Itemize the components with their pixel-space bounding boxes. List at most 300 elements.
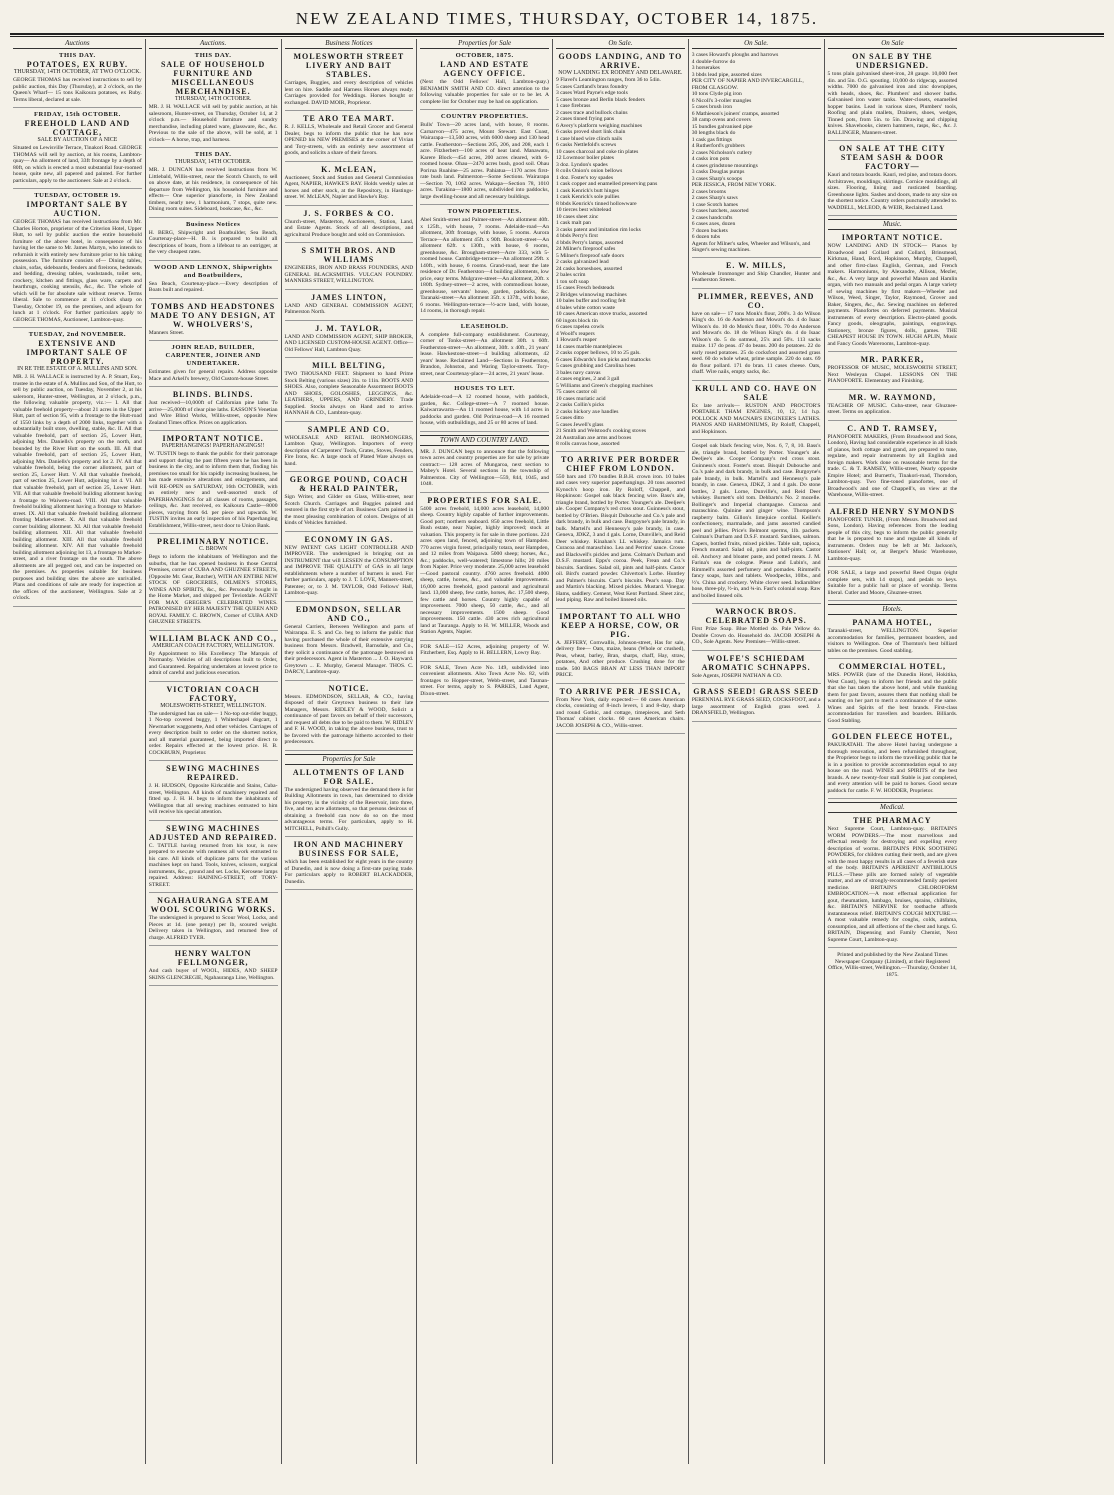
list-item: 2 casks hickory axe handles	[556, 408, 619, 415]
list-item: 1 case firebrass	[556, 103, 591, 109]
ad-dateline: LEASEHOLD.	[460, 322, 509, 330]
advertisement	[285, 246, 414, 290]
list-item: 1 cask Kenrick's sole pullies	[556, 194, 620, 200]
advertisement	[828, 732, 958, 799]
ad-body: NEW PATENT GAS LIGHT CONTROLLER AND IMPROVER. The undersigned is bringing out an INSTRUMENT that will LESSEN the CONSUMPTION and IMPROVE THE QUALITY of GAS in all large establishments where a number of burners is used. For further particulars, apply to J. T. LOVE, Manners-street, Patentee; or, to J. M. TAYLOR, Odd Fellows' Hall, Lambton-quay.	[284, 544, 414, 596]
list-item: 4 casks iron pots	[691, 156, 730, 162]
list-item: 4 double-furrow do	[691, 58, 736, 65]
ad-headline: TO ARRIVE PER BORDER CHIEF FROM LONDON.	[560, 454, 680, 473]
ad-body: J. H. HUDSON, Opposite Kirkcaldie and Stains, Cuba-street, Wellington. All kinds of machinery repaired and fitted up. J. H. H. begs to inform the inhabitants of Wellington that all sewing machines entrusted to him will receive his special attention.	[148, 783, 278, 815]
list-item: 1 cask copper and enamelled preserving pans	[556, 181, 658, 187]
ad-headline: MOLESWORTH STREET LIVERY AND BAIT STABLES.	[293, 52, 405, 79]
advertisement	[285, 605, 414, 681]
advertisement	[692, 443, 821, 604]
advertisement	[420, 52, 549, 110]
ad-headline: NOTICE.	[328, 683, 370, 693]
ad-body: First Prize Soap. Blue Mottled do. Pale Yellow do. Double Crown do. Household do. JACOB JOSEPH & CO., Sole Agents. New Premises—Willis-street.	[691, 626, 821, 645]
ad-body: Carriages, Buggies, and every description of vehicles lent on hire. Saddle and Harness Horses always ready. Carriages provided for Weddings. Horses bought or exchanged. DAVID MOIR, Proprietor.	[284, 80, 414, 106]
columns-container	[10, 39, 1104, 1464]
ad-headline: SEWING MACHINES REPAIRED.	[166, 764, 261, 782]
list-item: 3 bbds lead pipe, assorted sizes	[691, 71, 762, 78]
advertisement	[285, 165, 414, 206]
list-item: 3 cases Ward Payne's edge tools	[556, 90, 628, 96]
list-item: 2 casks Collin's picks	[556, 402, 605, 408]
ad-dateline: OCTOBER, 1875.	[455, 52, 514, 59]
list-item: 8 bbds Kenrick's tinned hollowware	[556, 200, 637, 207]
ad-body: NOW LANDING AND IN STOCK— Pianos by Broadwood and Collard and Collard, Brinsmead, Kirkman, Hand, Bord, Hopkinson, Murphy, Chappell, and other first-class English, German, and French makers. Harmoniums, by Alexandre, Allison, Mezler, &c., &c. A very large and powerful Mason and Hamlin organ, with two manuals and pedal organ. A large variety of sewing machines by first makers—Wheeler and Wilson, Weed, Singer, Taylor, Raymond, Grover and Baker, Singers, &c., &c. Sewing machines on deferred payments. Pianofortes on deferred payments. Musical instruments of every description. Electro-plated goods. Fancy goods, oleographs, paintings, engravings. Stationery, bronze figures, dolls, games. THE CHEAPEST HOUSE IN TOWN. HUGH APLIN, Music and Fancy Goods Warerooms, Lambton-quay.	[827, 243, 958, 347]
ad-headline: JAMES LINTON,	[311, 292, 387, 302]
advertisement	[285, 361, 414, 422]
advertisement	[556, 687, 685, 735]
list-item: 5 cases ditto	[556, 415, 584, 421]
ad-body: Sole Agents, JOSEPH NATHAN & CO.	[691, 672, 783, 679]
list-item: 10 cases muriatic acid	[556, 395, 606, 402]
advertisement	[285, 114, 414, 162]
list-item: 6 casks proved short link chain	[556, 129, 626, 135]
ad-subheading: THURSDAY, 14TH OCTOBER.	[174, 159, 252, 165]
advertisement	[692, 292, 821, 381]
ad-dateline: HOUSES TO LET.	[454, 385, 515, 392]
ad-subheading: AMERICAN COACH FACTORY, WELLINGTON.	[152, 642, 275, 649]
ad-body: (Next the Odd Fellows' Hall, Lambton-quay.) BENJAMIN SMITH AND CO. direct attention to the following valuable properties for sale or to be let. A complete list for October may be had on application.	[420, 79, 549, 105]
ad-body: The undersigned is prepared to Scour Wool, Locks, and Pieces at 1d. (one penny) per lb, scoured weight. Delivery taken in Wellington, and returned free of charge. ALFRED TYER.	[148, 915, 278, 941]
column-1	[10, 39, 146, 1464]
ad-body: Manners Street.	[148, 329, 185, 336]
ad-body: Kauri and totara boards. Kauri, red pine, and totara doors. Architraves, mouldings, skirtings. Cornice mouldings, all sizes. Flooring, lining and rusticated boarding. Greenhouse lights. Sashes and doors, made to any size on the shortest notice. Country orders punctually attended to. WADDELL, McLEOD, & WEIR, Reclaimed Land.	[827, 172, 958, 211]
list-item: 75 cases castor oil	[556, 389, 597, 395]
advertisement	[828, 816, 958, 948]
advertisement	[556, 455, 685, 609]
ad-headline: ECONOMY IN GAS.	[304, 534, 394, 544]
advertisement	[13, 331, 142, 607]
list-item: 5 Williams and Green's chopping machines	[556, 382, 653, 389]
ad-headline: IMPORTANT TO ALL WHO KEEP A HORSE, COW, OR PIG.	[559, 611, 682, 639]
list-item: 4 Woolf's reapers	[556, 330, 595, 337]
ad-headline: WARNOCK BROS. CELEBRATED SOAPS.	[705, 607, 807, 625]
advertisement	[13, 52, 142, 108]
ad-body: Adelaide-road—A 12 roomed house, with paddock, garden, &c. College-street—A 7 roomed house. Kaiwarrawarra—An 11 roomed house, with 14 acres in paddocks and garden. Old Porirua-road—A 16 roomed house, with outbuildings, and 25 or 80 acres of land.	[420, 394, 549, 426]
ad-headline: NGAHAURANGA STEAM WOOL SCOURING WORKS.	[150, 896, 276, 914]
advertisement	[149, 949, 278, 986]
list-item: 2 Bridges winnowing machines	[556, 291, 627, 298]
list-item: 5 cases brush iron	[691, 104, 732, 110]
ad-body: LAND AND GENERAL COMMISSION AGENT, Palmerston North.	[284, 302, 414, 315]
advertisement	[149, 52, 278, 148]
list-item: 10 cases American stove trucks, assorted	[556, 311, 648, 317]
list-item: 2 casks galvanized lead	[556, 259, 609, 265]
ad-body: H. BERG, Shipwright and Boatbuilder, Sea Beach, Courtenay-place—H. B. is prepared to build all descriptions of boats, from a lifeboat to an outrigger, at the very cheapest rates.	[148, 229, 278, 255]
ad-dateline: Business Notices	[185, 220, 241, 228]
list-item: 4 bales white cotton waste	[556, 304, 616, 311]
list-item: 5 cases Jewell's glass	[556, 421, 604, 428]
ad-body: A complete full-company establishment. Courtenay, corner of Tonks-street—An allotment 30ft. x 60ft. Featherston-street—An allotment, 30ft. x 40ft., 21 years' lease. Hawkestone-street—4 building allotments, 42 years' lease. Reclaimed Land—Sections in Featherston, Brandon, Johnston, and Waring Taylor-streets. Tory-street, near Courtenay-place—24 acres, 21 years' lease.	[420, 331, 549, 377]
ad-body: PIANOFORTE TUNER, (From Messrs. Broadwood and Sons, London). Having references from the leading people of this city, begs to inform the public generally that he is prepared to tune and regulate all kinds of instruments. Orders may be left at Mr. Jackson's, Stationers' Hall; or, at Berger's Music Warehouse, Lambton-quay.	[827, 516, 958, 562]
column-4	[417, 39, 553, 1464]
ad-body: R. J. KELLS, Wholesale and Retail Grocer and General Dealer, begs to inform the public that he has now OPENED his NEW PREMISES at the corner of Vivian and Tory-streets, with an entirely new assortment of goods, and solicits a share of their favors.	[284, 124, 414, 156]
ad-body: Auctioneer, Stock and Station and General Commission Agent, NAPIER, HAWKE'S BAY. Holds weekly sales at horses and other stock, at the Repository, in Hastings-street. W. McLEAN, Napier and Hawke's Bay.	[284, 174, 414, 200]
advertisement	[149, 764, 278, 821]
ad-dateline: WOOD AND LENNOX, Shipwrights and Boatbuilders,	[153, 263, 273, 279]
ad-headline: IRON AND MACHINERY BUSINESS FOR SALE,	[293, 840, 405, 858]
ad-headline: VICTORIAN COACH FACTORY,	[166, 684, 260, 703]
advertisement	[285, 209, 414, 244]
ad-headline: WILLIAM BLACK AND CO.,	[149, 633, 277, 643]
list-item: 9 cases hatchets, assorted	[691, 208, 749, 214]
ad-headline: THE PHARMACY	[853, 816, 932, 825]
advertisement	[828, 144, 958, 216]
column-3	[282, 39, 418, 1464]
ad-body: The undersigned having observed the demand there is for Building Allotments in town, has determined to divide his property, in the vicinity of the Reservoir, into three, five, and ten acre allotments, so that persons desirous of obtaining a freehold can now do so on the most advantageous terms. For particulars, apply to H. MITCHELL, Polhill's Gully.	[284, 786, 414, 832]
ad-headline: HENRY WALTON FELLMONGER,	[174, 949, 252, 967]
list-item: 1 ton soft soap	[556, 278, 589, 285]
list-item: 4 Rutherford's grubbers	[691, 143, 745, 149]
ad-headline: MR. PARKER,	[860, 355, 925, 364]
advertisement	[285, 324, 414, 359]
ad-body: Taranaki-street, WELLINGTON. Superior accommodation for families, permanent boarders, and visitors to Wellington. One of Thornton's best billiard tables on the premises. Good stabling.	[827, 628, 958, 654]
advertisement	[285, 535, 414, 602]
ad-body: GEORGE THOMAS has received instructions to sell by public auction, this Day (Thursday), at 2 o'clock, on the Queen's Wharf— 15 tons Kaikoura potatoes, ex Ruby. Terms liberal, declared at sale.	[13, 77, 142, 103]
ad-headline: S SMITH BROS. AND WILLIAMS	[301, 246, 397, 264]
list-item: 6 cases axes, dozen	[691, 221, 736, 227]
ad-body: PERENNIAL RYE GRASS SEED, COCKSFOOT, and a large assortment of English grass seed. J. DRANSFIELD, Wellington.	[691, 697, 821, 716]
list-item: 3 casks Douglas pumps	[691, 169, 745, 175]
ad-body: And cash buyer of WOOL, HIDES, AND SHEEP SKINS GLENCREGIE, Ngahauranga Line, Wellington.	[148, 968, 278, 981]
list-item: 8 coils Onion's onion bellows	[556, 168, 623, 174]
list-item: 60 ingots block tin	[556, 317, 598, 324]
list-item: 21 Smith and Welstood's cooking stoves	[556, 428, 647, 434]
list-item: 3 casks patent and imitation rim locks	[556, 226, 641, 233]
advertisement	[149, 221, 278, 261]
advertisement	[828, 52, 958, 141]
advertisement	[149, 151, 278, 218]
ad-body: Bulls' Town—20 acres land, with house, 8 rooms. Carnarvon—475 acres, Mount Stewart. East Coast, Wairarapa—13,500 acres, with 6000 sheep and 130 head cattle. Featherston—Sections 205, 206, and 208, each 1 acre. Fitzherbert—100 acres of heat land. Manawatu, Karere Block—454 acres, 200 acres cleared, with 6-roomed house. Ohau—2470 acres bush, good soil. Ohau Porirua Ruahine—25 acres. Pahiatua—1170 acres first-rate bush land. Palmerston—Some Sections. Wairarapa—Section 70, 1062 acres. Wakapa—Section 78, 1010 acres. Turakina—1800 acres, subdivided into paddocks, large dwelling-house and all necessary buildings.	[420, 122, 549, 200]
column-heading: On Sale.	[692, 39, 821, 49]
list-item: 6 cases Edwards's lion picks and mattocks	[556, 356, 651, 363]
ad-dateline: THIS DAY.	[194, 52, 232, 59]
ad-dateline: TOWN PROPERTIES.	[447, 208, 522, 215]
column-7	[825, 39, 961, 1464]
advertisement	[285, 684, 414, 751]
advertisement	[692, 52, 821, 258]
ad-headline: SALE OF HOUSEHOLD FURNITURE AND MISCELLANEOUS MERCHANDISE.	[160, 60, 266, 96]
ad-headline: MILL BELTING,	[312, 361, 386, 370]
ad-body: Abel Smith-street and Palmer-street—An allotment 40ft. x 125ft., with house, 7 rooms. Adelaide-road—An allotment, 30ft frontage, with house, 5 rooms. Aurora Terrace—An allotment 45ft. x 90ft. Boulcott-street—An allotment 62ft. x 130ft., with house, 6 rooms, greenhouse, &c. Brougham-street—Acre 333, with 5-roomed house. Cambridge-terrace—An allotment 29ft. x 140ft., with house, 6 rooms. Grand-road, near the late residence of Dr. Featherston—4 building allotments, low price, easy terms. Mulgrave-street—An allotment, 20ft. x 180ft. Sydney-street—2 acres, with commodious house, greenhouse, servants' house, garden, paddocks, &c. Taranaki-street—An allotment 35ft. x 137ft., with house, 6 rooms. Wellington-terrace—½-acre land, with house, 14 rooms, in thorough repair.	[420, 217, 549, 314]
column-2	[146, 39, 282, 1464]
advertisement	[285, 425, 414, 473]
ad-body: The undersigned has on sale— 1 No-top out-rider buggy, 1 No-top covered buggy, 1 Whitechapel dogcart, 1 Newmarket waggonette, And other vehicles. Carriages of every description built to order on the shortest notice, and all material guaranteed, being imported direct to order. Repairs effected at the lowest price. H. B. COCKBURN, Proprietor.	[148, 710, 278, 756]
ad-headline: FREEHOLD LAND AND COTTAGE,	[24, 119, 131, 137]
list-item: 6 cases rapelea cowls	[556, 324, 604, 330]
advertisement	[828, 424, 958, 504]
ad-headline: K. McLEAN,	[321, 164, 377, 174]
ad-body: PAKURATAHI. The above Hotel having undergone a thorough renovation, and been refurnished throughout, the Proprietor begs to inform the travelling public that he is in a position to provide accommodation equal to any house on the road. WINES and SPIRITS of the best brands. A new twenty-four stall Stable is just completed, and every attention will be paid to horses. Good secure paddock for cattle. F. W. HODDER, Proprietor.	[827, 742, 958, 794]
list-item: 10 tierces best whitelead	[556, 207, 612, 213]
ad-headline: E. W. MILLS,	[726, 260, 787, 270]
list-item: 2 cases Nicholson's cutlery	[691, 149, 753, 156]
list-item: 6 Avery's platform weighing machines	[556, 122, 643, 129]
ad-body: LAND AND COMMISSION AGENT, SHIP BROKER, AND LICENSED CUSTOM-HOUSE AGENT. Office—Old Fellows' Hall, Lambton Quay.	[284, 333, 414, 353]
ad-subheading: THURSDAY, 14TH OCTOBER, AT TWO O'CLOCK.	[13, 69, 141, 75]
ad-headline: SAMPLE AND CO.	[307, 424, 390, 434]
ad-headline: TE ARO TEA MART.	[303, 114, 395, 123]
advertisement	[556, 612, 685, 684]
column-heading: On Sale	[828, 39, 958, 49]
ad-body: PROFESSOR OF MUSIC, MOLESWORTH STREET, Next Wesleyan Chapel. LESSONS ON THE PIANOFORTE. Elementary and Finishing.	[827, 365, 958, 384]
list-item: 1 cask Kenrick's butt hinges	[556, 187, 619, 194]
ad-headline: COMMERCIAL HOTEL,	[838, 662, 946, 671]
advertisement	[692, 261, 821, 289]
advertisement	[149, 302, 278, 342]
advertisement	[828, 507, 958, 568]
ad-dateline: THIS DAY.	[59, 52, 96, 59]
list-item: 3 cases Howard's ploughs and harrows	[691, 52, 779, 58]
list-item: PER CITY OF NAPIER AND INVERCARGILL, FROM GLASGOW.	[691, 78, 804, 91]
section-heading: Properties for Sale	[285, 754, 414, 765]
list-item: 14 cases marble mantelpieces	[556, 343, 623, 350]
list-item: Agents for Milner's safes, Wheeler and Wilson's, and Singer's sewing machines.	[691, 240, 811, 253]
ad-body: MR. J. H. WALLACE will sell by public auction, at his salesroom, Hunter-street, on Thursday, October 14, at 2 o'clock p.m.— Household furniture and sundry merchandise, including plated ware, glassware, &c., &c. Previous to the sale of the above, will be sold, at 1 o'clock— A horse, trap, and harness.	[148, 104, 278, 143]
ad-headline: IMPORTANT NOTICE.	[162, 434, 264, 443]
advertisement	[828, 393, 958, 421]
ad-body: TEACHER OF MUSIC. Cuba-street, near Ghuznee-street. Terms on application.	[827, 402, 958, 415]
advertisement	[828, 618, 958, 659]
list-item: 1 doz. Foster's toy spades	[556, 174, 614, 181]
ad-headline: GEORGE POUND, COACH & HERALD PAINTER,	[289, 475, 409, 493]
list-item: 5 cases Cartland's brass foundry	[556, 83, 628, 90]
ad-body: MR. J. DUNCAN begs to announce that the following town acres and country properties are for sale by private contract:— 128 acres of Mungaroa, next section to Mabey's Hotel. Several sections in the township of Palmerston. City of Wellington—559, 844, 1045, and 1048.	[420, 448, 549, 487]
list-item: 7 dozen buckets	[691, 227, 728, 234]
advertisement	[149, 344, 278, 387]
section-heading: Medical.	[828, 802, 958, 813]
ad-dateline: TUESDAY, 2nd NOVEMBER.	[28, 331, 127, 338]
advertisement	[285, 293, 414, 321]
ad-headline: PLIMMER, REEVES, AND CO.	[697, 291, 815, 310]
list-item: PER JESSICA, FROM NEW YORK.	[691, 182, 776, 188]
ad-body: GEORGE THOMAS has received instructions from Mr. Charles Horton, proprietor of the Criterion Hotel, Upper Hutt, to sell by public auction the entire household furniture of the above hotel, in consequence of his having let the same to Mr. James Martyn, who intends to refurnish it with entirely new furniture prior to his taking possession. The furniture consists of— Dining tables, chairs, sofas, sideboards, fenders and fireirons, bedsteads and bedding, dressing tables, washstands, toilet sets, crockery, kitchen and fittings, glass ware, carpets and hearthrugs, cooking utensils, &c., &c. The whole of which will be for absolute sale without reserve. Terms liberal. Sale to commence at 11 o'clock sharp on Tuesday, October 19, on the premises, and adjourn for lunch at 1 o'clock. For further particulars apply to GEORGE THOMAS, Auctioneer, Lambton-quay.	[13, 219, 142, 323]
ad-body: Ex late arrivals— RUSTON AND PROCTOR'S PORTABLE THAM ENGINES, 10, 12, 14 h.p. POLLOCK AND MACNAB'S ENGINEER'S LATHES. PIANOS AND HARMONIUMS, By Roloff, Chappell, and Hopkinson.	[691, 402, 821, 435]
ad-headline: GOODS LANDING, AND TO ARRIVE.	[558, 52, 683, 70]
ad-headline: PANAMA HOTEL,	[852, 618, 933, 627]
ad-body: Estimates given for general repairs. Address opposite Mace and Arkell's brewery, Old Custom-house Street.	[148, 369, 278, 382]
ad-body: Church-street, Masterton, Auctioneers, Station, Land, and Estate Agents. Stock of all descriptions, and agricultural Produce bought and sold on Commission.	[284, 218, 414, 238]
advertisement	[13, 111, 142, 189]
list-item: 8 rolls canvas hose, assorted	[556, 441, 620, 447]
advertisement	[420, 449, 549, 493]
list-item: 3 bales navy canvas	[556, 369, 601, 376]
list-item: 5 cases grubbing and Carolina hoes	[556, 363, 636, 369]
ad-headline: ALLOTMENTS OF LAND FOR SALE.	[292, 767, 405, 786]
advertisement	[420, 208, 549, 320]
ad-body: Messrs. EDMONDSON, SELLAR, & CO., having disposed of their Greytown business to their late Managers, Messrs. RIDLEY & WOOD, Solicit a continuance of past favors on behalf of their successors, and request all debts due to be paid to them. W. RIDLEY and F. H. WOOD, in taking the above business, trust to be favored with the patronage hitherto accorded to their predecessors.	[284, 693, 414, 745]
list-item: 1 case blued wire clinch nails	[556, 135, 623, 142]
ad-headline: C. AND T. RAMSEY,	[847, 423, 938, 433]
ad-body: WHOLESALE AND RETAIL IRONMONGERS, Lambton Quay, Wellington. Importers of every description of Carpenters' Tools, Grates, Stoves, Fenders, Fire Irons, &c. A large stock of Plated Ware always on hand.	[284, 434, 414, 467]
list-item: 6 casks Nettlefold's screws	[556, 142, 617, 148]
ad-body: ENGINEERS, IRON AND BRASS FOUNDERS, AND GENERAL BLACKSMITHS. VULCAN FOUNDRY. MANNERS STREET, WELLINGTON.	[284, 265, 414, 284]
list-item: 3 cases Sharp's scoops	[691, 175, 743, 182]
advertisement	[285, 768, 414, 838]
advertisement	[828, 662, 958, 729]
list-item: 1 cask malt pan	[556, 220, 591, 226]
ad-subheading: C. BROWN	[198, 546, 228, 552]
advertisement	[828, 355, 958, 390]
advertisement	[420, 665, 549, 703]
advertisement	[828, 233, 958, 352]
ad-item-list	[692, 52, 821, 254]
ad-body: FOR SALE, Town Acre No. 149, subdivided into convenient allotments. Also Town Acre No. 82, with frontages to Hopper-street, Webb-street, and Tasman-street. For terms, apply to S. PARKES, Land Agent, Dixon-street.	[420, 664, 549, 697]
ad-subheading: NOW LANDING EX RODNEY AND DELAWARE.	[558, 70, 683, 76]
ad-body: Begs to inform the inhabitants of Wellington and the suburbs, that he has opened business in those Central Premises, corner of CUBA AND GHUZNEE STREETS, (Opposite Mr. Gear, Butcher), WITH AN ENTIRE NEW STOCK OF GROCERIES, OILMEN'S STORES, WINES AND SPIRITS, &c., &c. Personally bought in the Home Market, and shipped per Teviotdale. AGENT FOR MAX GREGER'S CELEBRATED WINES. PATRONISED BY HER MAJESTY THE QUEEN AND ROYAL FAMILY. C. BROWN, Corner of CUBA AND GHUZNEE STREETS.	[148, 554, 278, 625]
ad-subheading: PAPERHANGINGS! PAPERHANGINGS!!	[161, 443, 265, 449]
ad-headline: ALFRED HENRY SYMONDS	[829, 506, 955, 516]
ad-headline: ON SALE AT THE CITY STEAM SASH & DOOR FACTORY—	[839, 144, 946, 171]
masthead-rule-thin	[10, 36, 1104, 37]
ad-headline: EDMONDSON, SELLAR AND CO.,	[295, 604, 402, 623]
ad-dateline: TUESDAY, OCTOBER 19.	[34, 192, 121, 199]
list-item: 3 horserakes	[691, 65, 720, 71]
list-item: 4 bbds Perry's lamps, assorted	[556, 239, 624, 246]
list-item: 10 tons Clyde pig iron	[691, 91, 742, 97]
list-item: 10 cases charcoal and coke tin plates	[556, 148, 639, 155]
ad-body: have on sale— 17 tons Monk's flour, 200's. 3 do Wilson King's do. 16 do Anderson and Mowat's do. 4 do Isaac Wilson's do. 10 do Monk's flour, 100's. 70 do Anderson and Mowat's do. 18 do Wilson King's do. 4 do Isaac Wilson's do. 5 do oatmeal, 25's and 50's. 113 sacks maize. 117 do peas. 47 do beans. 200 do potatoes. 22 do early rosed potatoes. 25 do cocksfoot and assorted grass seed. 60 do whole wheat, prime sample. 220 do oats. 69 do flour pollard. 171 do bran. 11 cases cheese. Oats, chaff. Wire nails, empty sacks, &c.	[691, 310, 821, 375]
ad-headline: KRULL AND CO. HAVE ON SALE	[695, 383, 818, 402]
advertisement	[692, 687, 821, 722]
ad-headline: SEWING MACHINES ADJUSTED AND REPAIRED.	[148, 823, 278, 842]
list-item: 24 Milner's fireproof safes	[556, 246, 616, 252]
list-item: 6 Nicoll's 3-roller mangles	[691, 97, 752, 104]
ad-headline: BLINDS. BLINDS.	[172, 390, 254, 399]
ad-headline: TO ARRIVE PER JESSICA,	[559, 686, 682, 696]
ad-body: MRS. POWER (late of the Dunedin Hotel, Hokitika, West Coast), begs to inform her friends and the public that she has taken the above hotel, and while thanking them for past favors, assures them that nothing shall be wanting on her part to merit a continuance of the same. Wines and Spirits of the best brands. First-class accommodation for travellers and boarders. Billiards. Good Stabling.	[827, 672, 958, 724]
advertisement	[420, 323, 549, 383]
list-item: 1 case Scotch hames	[691, 201, 738, 208]
ad-body: C. TATTLE having returned from his tour, is now prepared to execute with neatness all work entrusted to his care. All kinds of duplicate parts for the various machines kept on hand. Tools, knives, scissors, surgical instruments, &c., ground and set. Locks, Kerosene lamps repaired. Address: HAINING-STREET, off TORY-STREET.	[148, 842, 278, 888]
ad-item-list	[556, 77, 685, 448]
ad-body: TWO THOUSAND FEET. Shipment to hand Prime Stock Belting (various sizes) 2in. to 11in. BOOTS AND SHOES. Also, complete Seasonable Assortment BOOTS AND SHOES, GOLOSHES, LEGGINGS, &c. LEATHERS, UPPERS, AND GRINDERY. Trade Supplied. Stocks always on Hand and to arrive. HANNAH & CO., Lambton-quay.	[284, 371, 414, 416]
ad-headline: POTATOES, EX RUBY.	[26, 60, 129, 69]
advertisement	[149, 896, 278, 946]
ad-body: Situated on Lewisville Terrace, Tinakori Road. GEORGE THOMAS will sell by auction, at his rooms, Lambton-quay— An allotment of land, 33ft frontage by a depth of 80ft, on which is erected a most substantial four-roomed house, quite new, all papered and painted. For further particulars, apply to the auctioneer. Sale at 2 o'clock.	[13, 145, 142, 184]
advertisement	[149, 390, 278, 431]
ad-headline: IMPORTANT NOTICE.	[841, 233, 944, 242]
list-item: 2 bales scrim	[556, 272, 586, 278]
column-heading: Properties for Sale	[420, 39, 549, 49]
ad-subheading: MOLESWORTH-STREET, WELLINGTON.	[160, 702, 266, 709]
ad-body: Gospel oak black fencing wire, Nos. 6, 7, 8, 10. Bass's ale, triangle brand, bottled by Porter. Younger's ale. Deeljee's ale. Cooper Company's red cross stout. Guinness's stout. Foster's stout. Bisquit Dubouche and Co.'s pale and dark brandy, in bulk and case. Burgoyne's pale brandy, in bulk. Martell's and Hennessy's pale brandy, in case. Geneva, JDKZ, 3 and 4 gals. Do stone bottles, 2 gals. Lorne, Dunville's, and Reid Deer whiskey. Burnett's old tom. Dehbarts's No. 2 mozelle. Bollinger's and Imperial champagne. Curacoa and maraschino. Quinine and ginger wine. Thompson's raspberry balm. Gillon's limejuice cordial. Keiller's confectionery, marmalade, and jams assorted candied peel and jellies. Price's Belmont sperms, 1lb. packets. Colman's Durham and D.S.F. mustard. Sardines, salmon. Capers, bottled fruits, mixed pickles. Table salt, tapioca, French mustard. Salad oil, pints and half-pints. Castor oil. Anchovy and bloater paste, and potted meats. J. M. Farina's eau de cologne. Piesse and Lubin's, and Rimmell's assorted perfumery and pomades. Rimmell's fancy soaps, bars and tablets. Woodpecks, 10lbs., and ½'s. China and crockery. White clover seed. Indiarubber hose, three-ply, ½-in, and ¾-in. Fast's colonial soap. Raw and boiled linseed oils.	[691, 443, 821, 599]
imprint: Printed and published by the New Zealand Times Newspaper Company (Limited), at their Registered Office, Willis-street, Wellington.—Thursday, October 14, 1875.	[828, 952, 957, 978]
ad-subheading: SALE BY AUCTION OF A NICE	[37, 137, 118, 143]
ad-body: FOR SALE, a large and powerful Reed Organ (eight complete sets, with 14 stops), and pedals to keys. Suitable for a public hall or place of worship. Terms liberal. Cutler and Moore, Ghuznee-street.	[827, 570, 958, 596]
list-item: 24 Australian axe arms and boxes	[556, 434, 632, 441]
ad-dateline: FRIDAY, 15th OCTOBER.	[33, 111, 121, 118]
ad-body: W. TUSTIN begs to thank the public for their patronage and support during the past fifteen years he has been in business in the city, and to inform them that, finding his premises too small for his rapidly increasing business, he has made extensive alterations and enlargements, and will RE-OPEN on SATURDAY, 16th OCTOBER, with an entirely new and well-assorted stock of PAPERHANGINGS for all classes of rooms, passages, ceilings, &c. Just received, ex Kaikoura Castle—8000 pieces, varying from 6d. per piece and upwards. W. TUSTIN invites an early inspection of his Paperhanging Establishment, Willis-street, next door to Union Bank.	[148, 451, 278, 529]
list-item: 2 cases tinned frying pans	[556, 116, 615, 122]
list-item: 5 Milner's fireproof safe doors	[556, 252, 625, 259]
list-item: 6 Mathieson's joiners' cramps, assorted	[691, 110, 780, 117]
ad-body: General Carriers, Between Wellington and parts of Wairarapa. E. S. and Co. beg to inform the public that having purchased the whole of their extensive carrying business from Messrs. Bradwell, Barnsdale, and Co., they solicit a continuance of the patronage bestowed on their predecessors. Agent in Masterton ... J. O. Hayward. Greytown ... E. Murphy, General Manager. THOS. C. DARCY, Lambton-quay.	[284, 623, 414, 675]
list-item: 6 dozen tubs	[691, 234, 721, 240]
list-item: 9 Flavel's Leamington ranges, from 36 to 54in.	[556, 77, 661, 83]
ad-headline: ON SALE BY THE UNDERSIGNED.	[852, 52, 933, 70]
ad-headline: WOLFE'S SCHIEDAM AROMATIC SCHNAPPS.	[701, 653, 811, 672]
column-heading: Auctions	[13, 39, 142, 49]
ad-body: FOR SALE—152 Acres, adjoining property of W. Fitzherbert, Esq. Apply to H. BELLERN, Lowry Bay.	[420, 643, 549, 656]
ad-headline: EXTENSIVE AND IMPORTANT SALE OF PROPERTY.	[26, 339, 129, 366]
ad-body: Sign Writer, and Gilder on Glass, Willis-street, near Scotch Church. Carriages and Buggies painted and restored in the first style of art. Business Carts painted in the most pleasing combination of colors. Designs of all kinds of Vehicles furnished.	[284, 494, 414, 526]
list-item: 4 bbds Perry's first	[556, 233, 598, 239]
section-heading: Music.	[828, 219, 958, 230]
ad-body: 5400 acres freehold, 14,000 acres leasehold, 14,000 sheep. Country highly capable of further improvements. Good port; northern seaboard. 850 acres freehold, Little Bush estate, near Napier, highly improved; stock at valuation. This property is for sale in three portions. 224 acres open land, fenced, adjoining town of Hampden. 770 acres virgin forest, principally totara, near Hampden, and 12 miles from Waipawa. 5000 sheep; horses, &c., &c.; paddocks, well-watered; limestone hills; 20 miles from Napier. Price very moderate. 25,000 acres leasehold—Good pastoral country. 4760 acres freehold. 4000 sheep, cattle, horses, &c., and valuable improvements. 16,000 acres freehold, good pastoral and agricultural land. 13,000 sheep, few cattle, horses, &c. 17,500 sheep, few cattle and horses. Country highly capable of improvement. 7000 sheep, 50 cattle, &c., and all necessary improvements. 1500 sheep. Good improvements. 150 cattle. 430 acres rich agricultural land at Tauranga. Apply to H. W. MILLER, Woods and Station Agents, Napier.	[420, 505, 549, 635]
ad-headline: PROPERTIES FOR SALE.	[427, 495, 542, 505]
ad-body: 550 bars and 170 bundles B.B.H. crown iron. 10 bales and cases very superior paperhangings. 20 tons assorted Kynoch's hoop iron. By Roloff, Chappell, and Hopkinson: Gospel oak black fencing wire. Bass's ale, triangle brand, bottled by Porter. Younger's ale. Deeljee's ale. Cooper Company's red cross stout. Guinness's stout, bottled by O'Brien. Bisquit Dubouche and Co.'s pale and dark brandy, in bulk and case. Burgoyne's pale brandy, in bulk. Martell's and Hennessy's pale brandy, in case. Geneva, JDKZ, 3 and 4 gals. Lorne, Dunville's, and Reid Deer whiskey. Kinahan's LL whiskey. Jamaica rum. Curacoa and maraschino. Lea and Perrins' sauce. Crosse and Blackwell's pickles and jams. Colman's Durham and D.S.F. mustard. Epps's cocoa. Peek, Frean and Co.'s biscuits. Sardines. Salad oil, pints and half-pints. Castor oil. Bird's custard powder. Chiverton's Lorbe. Huntley and Palmer's biscuits. Carr's biscuits. Pear's soap. Day and Martin's blacking. Mixed pickles. Mustard. Vinegar. Hams, saddlery. Cement, West Kent Portland. Sheet zinc, lead piping. Raw and boiled linseed oils.	[556, 473, 685, 603]
column-heading: Business Notices	[285, 39, 414, 49]
newspaper-page	[10, 8, 1104, 1478]
list-item: 24 casks horseshoes, assorted	[556, 265, 623, 272]
list-item: 4 cases engines, 2 and 3 gall	[556, 376, 620, 382]
ad-headline: J. M. TAYLOR,	[315, 323, 383, 333]
ad-headline: GRASS SEED! GRASS SEED	[693, 687, 820, 696]
ad-headline: PRELIMINARY NOTICE.	[157, 537, 270, 546]
list-item: 10 cases sheet zinc	[556, 213, 599, 220]
ad-body: MR. J. DUNCAN has received instructions from W. Littlebald, Willis-street, near the Scotch Church, to sell on above date, at his residence, in consequence of his departure from Wellington, his household furniture and effects— One superior pianoforte, in New Zealand timbers, nearly new, 1 harmonium, 7 stops, quite new. Dining room suites. Sideboard, bookcase, &c., &c.	[148, 167, 278, 212]
advertisement	[828, 570, 958, 601]
list-item: 2 cases handcrafts	[691, 214, 733, 221]
column-heading: On Sale.	[556, 39, 685, 49]
column-heading: Auctions.	[149, 39, 278, 49]
list-item: 38 camp ovens and covers	[691, 117, 751, 123]
ad-headline: IMPORTANT SALE BY AUCTION.	[26, 200, 129, 218]
ad-headline: TOMBS AND HEADSTONES MADE TO ANY DESIGN, AT W. WHOLVERS'S,	[150, 301, 276, 329]
advertisement	[692, 607, 821, 651]
ad-headline: J. S. FORBES & CO.	[303, 208, 395, 218]
list-item: 10 bales buffer and roofing felt	[556, 298, 626, 304]
column-5	[553, 39, 689, 1464]
ad-headline: GOLDEN FLEECE HOTEL,	[831, 732, 953, 741]
ad-dateline: JOHN READ, BUILDER, CARPENTER, JOINER AND UNDERTAKER.	[165, 344, 261, 367]
advertisement	[420, 385, 549, 432]
ad-body: 5 tons plain galvanised sheet-iron, 28 gauge. 10,000 feet 4in. and 5in. O.G. spouting. 10,000 do ridgecap, assorted widths. 7000 do galvanised iron and zinc downpipes, with heads, shoes, &c. Plumbers' and shower baths. Galvanised iron water tanks. Water-closets, enamelled hopper basins. Lead in various sizes, Plumbers' tools, Roofing and plain mallets, Drainers, shoes, wedges, Tinned pots, from 5in. to 5in. Drawing and chipping knives. Shavehooks, cistern hammers, rasps, &c., &c. J. BALLINGER, Manners-street.	[827, 71, 958, 136]
advertisement	[420, 113, 549, 205]
ad-subheading: THURSDAY, 14TH OCTOBER.	[174, 96, 252, 102]
advertisement	[285, 475, 414, 532]
masthead-rule	[10, 33, 1104, 35]
section-heading: Hotels.	[828, 604, 958, 615]
list-item: 5 cases bronze and Berlin black fenders	[556, 96, 645, 103]
list-item: 2 cases brooms	[691, 188, 726, 195]
list-item: 15 cases Fresch bedsteads	[556, 285, 615, 291]
advertisement	[149, 537, 278, 631]
ad-body: PIANOFORTE MAKERS, (From Broadwood and Sons, London), Having had considerable experience in all kinds of pianos, both cottage and grand, are prepared to tune, regulate, and repair instruments by all English and foreign makers. Work done on reasonable terms for the trade. C. & T. RAMSEY, Willis-street, Nearly opposite Empire Hotel; and Burnett's, Tinakori-road, Thorndon, Lambton-quay. Two fine-toned pianofortes, one of Broadwood's and one of Chappell's, on view at the Warehouse, Willis-street.	[827, 433, 958, 498]
list-item: 2 cases Sharp's saws	[691, 195, 738, 201]
advertisement	[285, 840, 414, 890]
ad-body: By Appointment to His Excellency The Marquis of Normanby. Vehicles of all descriptions built to Order, and Guaranteed. Repairing undertaken at lowest price to admit of careful and judicious execution.	[148, 650, 278, 676]
ad-headline: LAND AND ESTATE AGENCY OFFICE.	[440, 60, 530, 78]
list-item: 2 casks copper bellows, 10 to 25 gals.	[556, 350, 641, 356]
ad-body: Next Supreme Court, Lambton-quay. BRITAIN'S WORM POWDERS.—The most marvellous and effectual remedy for destroying and expelling every description of worms. BRITAIN'S PINK SOOTHING POWDERS, for children cutting their teeth, and are given with the most happy results in all cases of a feverish state of the body. BRITAIN'S APERIENT ANTIBILIOUS PILLS.—These pills are formed solely of vegetable matter, and are of strongly-recommended family aperient medicine. BRITAIN'S CHLOROFORM EMBROCATION.—A most effectual application for gout, rheumatism, lumbago, bruises, sprains, chilblains, &c. BRITAIN'S NERVINE for toothache affords instantaneous relief. BRITAIN'S COUGH MIXTURE.—A most valuable remedy for coughs, colds, asthma, consumption, and all affections of the chest and lungs. G. BRITAIN, Dispensing and Family Chemist, Next Supreme Court, Lambton-quay.	[827, 826, 958, 943]
advertisement	[692, 654, 821, 685]
advertisement	[149, 264, 278, 299]
advertisement	[149, 434, 278, 534]
list-item: 12 Lowmoor boiler plates	[556, 155, 614, 161]
list-item: 4 cases grindstone mountings	[691, 162, 758, 169]
advertisement	[692, 384, 821, 441]
ad-body: Wholesale Ironmonger and Ship Chandler, Hunter and Featherston Streets.	[691, 270, 821, 283]
advertisement	[149, 634, 278, 682]
masthead: NEW ZEALAND TIMES, THURSDAY, OCTOBER 14, 1875.	[295, 9, 819, 28]
advertisement	[420, 496, 549, 641]
advertisement	[556, 52, 685, 452]
ad-subheading: IN RE THE ESTATE OF A. MULLINS AND SON.	[17, 366, 138, 372]
